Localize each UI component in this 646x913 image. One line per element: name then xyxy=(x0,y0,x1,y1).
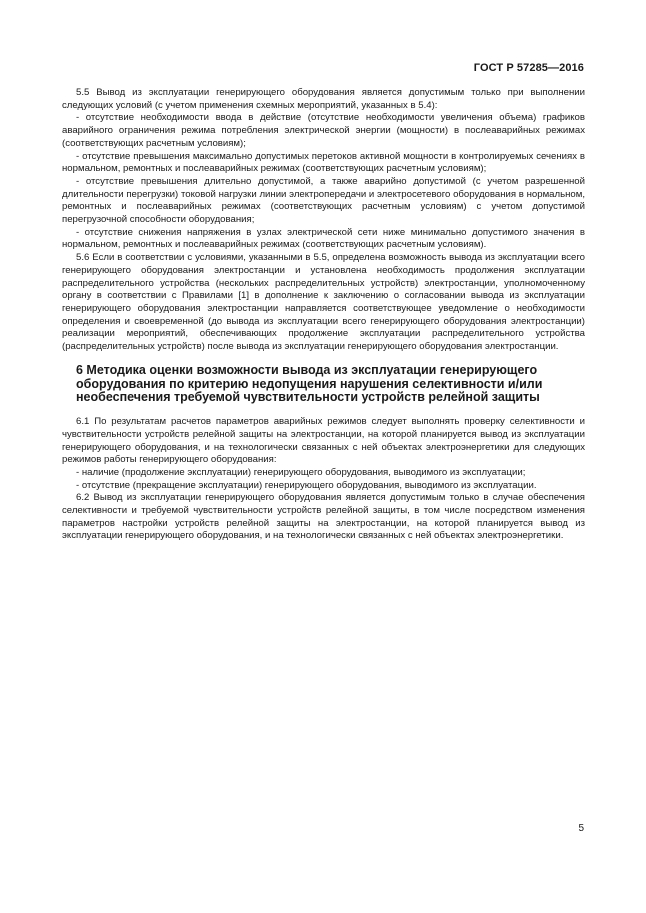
mode-item-2: - отсутствие (прекращение эксплуатации) генерирующего оборудования, выводимого из эксплуатации. xyxy=(76,479,537,491)
page-number: 5 xyxy=(578,823,584,834)
standard-code-header: ГОСТ Р 57285—2016 xyxy=(473,62,584,74)
condition-item-1: - отсутствие необходимости ввода в действие (отсутствие необходимости увеличения объема) графиков аварийного ограничения режима потребления электрической энергии (мощности) в послеаварийных режимах (соответствующих расчетным условиям); xyxy=(62,112,585,149)
clause-6-2: 6.2 Вывод из эксплуатации генерирующего оборудования является допустимым только в случае обеспечения селективности и требуемой чувствительности устройств релейной защиты, в том числе посредством изменения параметров настройки устройств релейной защиты на электростанции, на которой планируется вывод из эксплуатации генерирующего оборудования, и на технологически связанных с ней объектах электроэнергетики. xyxy=(62,492,585,542)
mode-item-1: - наличие (продолжение эксплуатации) генерирующего оборудования, выводимого из эксплуатации; xyxy=(76,466,526,478)
clause-5-6: 5.6 Если в соответствии с условиями, указанными в 5.5, определена возможность вывода из эксплуатации всего генерирующего оборудования электростанции и установлена необходимость продолжения эксплуатации распределительного устройства (нескольких распределительных устройств) электростанции, уполномоченному органу в соответствии с Правилами [1] в дополнение к заключению о согласовании вывода из эксплуатации генерирующего оборудования электростанции направляется соответствующее уведомление о необходимости определения и своевременной (до вывода из эксплуатации всего генерирующего оборудования электростанции) реализации мероприятий, обеспечивающих продолжение эксплуатации распределительного устройства (распределительных устройств) после вывода из эксплуатации генерирующего оборудования электростанции. xyxy=(62,252,585,353)
condition-item-2: - отсутствие превышения максимально допустимых перетоков активной мощности в контролируемых сечениях в нормальном, ремонтных и послеаварийных режимах (соответствующих расчетным условиям); xyxy=(62,150,585,175)
condition-item-4: - отсутствие снижения напряжения в узлах электрической сети ниже минимально допустимого значения в нормальном, ремонтных и послеаварийных режимах (соответствующих расчетным условиям). xyxy=(62,226,585,251)
section-6-heading: 6 Методика оценки возможности вывода из эксплуатации генерирующего оборудования по критерию недопущения нарушения селективности и/или необеспечения требуемой чувствительности устройств релейной защиты xyxy=(76,362,543,405)
clause-6-1: 6.1 По результатам расчетов параметров аварийных режимов следует выполнять проверку селективности и чувствительности устройств релейной защиты на электростанции, на которой планируется вывод из эксплуатации генерирующего оборудования, и на технологически связанных с ней объектах электроэнергетики для следующих режимов работы генерирующего оборудования: xyxy=(62,416,585,466)
clause-5-5: 5.5 Вывод из эксплуатации генерирующего оборудования является допустимым только при выполнении следующих условий (с учетом применения схемных мероприятий, указанных в 5.4): xyxy=(62,87,585,111)
condition-item-3: - отсутствие превышения длительно допустимой, а также аварийно допустимой (с учетом разрешенной длительности перегрузки) токовой нагрузки линии электропередачи и электросетевого оборудования в нормальном, ремонтных и послеаварийных режимах (соответствующих расчетным условиям) с учетом допустимой перегрузочной способности оборудования; xyxy=(62,175,585,226)
document-body xyxy=(62,87,585,543)
